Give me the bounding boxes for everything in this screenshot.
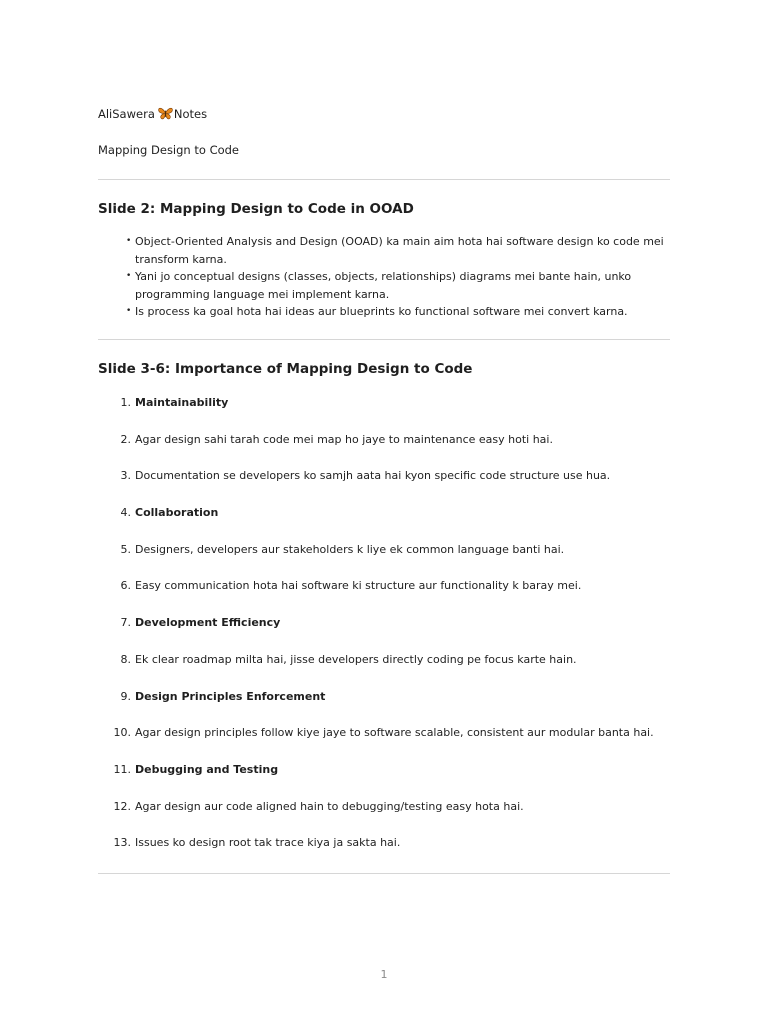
list-number: 10. [113,726,131,740]
brand-notes-label: Notes [173,107,208,121]
list-number: 5. [120,542,131,556]
list-item-text: Easy communication hota hai software ki structure aur functionality k baray mei. [135,579,582,593]
brand-name: AliSawera [98,107,155,121]
list-number: 3. [120,469,131,483]
list-item [98,541,670,578]
butterfly-icon [158,107,173,124]
list-number: 11. [113,762,131,776]
list-item-text: Agar design sahi tarah code mei map ho jaye to maintenance easy hoti hai. [135,432,553,446]
bullet-item: • Object-Oriented Analysis and Design (OOAD) ka main aim hota hai software design ko code mei transform karna. [126,233,670,268]
brand-line [98,106,207,124]
list-item [98,394,670,431]
list-number: 8. [120,652,131,666]
list-item-text: Agar design principles follow kiye jaye to software scalable, consistent aur modular banta hai. [135,726,654,740]
slide-2-bullet-list [126,233,670,321]
list-item-text: Issues ko design root tak trace kiya ja sakta hai. [135,836,401,850]
list-item [98,761,670,798]
list-number: 4. [120,506,131,520]
list-item-title: Design Principles Enforcement [135,689,326,703]
list-item-text: Ek clear roadmap milta hai, jisse developers directly coding pe focus karte hain. [135,652,577,666]
divider [98,873,670,874]
list-item [98,614,670,651]
list-number: 2. [120,432,131,446]
list-item-title: Maintainability [135,396,229,409]
bullet-item: • Is process ka goal hota hai ideas aur blueprints ko functional software mei convert karna. [126,303,670,321]
list-number: 7. [120,616,131,630]
importance-list [98,394,670,871]
page-number: 1 [380,968,388,981]
list-item [98,688,670,725]
list-item-title: Development Efficiency [135,616,281,630]
list-item [98,834,670,871]
list-number: 1. [120,396,131,409]
divider [98,179,670,180]
list-item-title: Collaboration [135,506,219,520]
list-item [98,724,670,761]
list-number: 12. [113,799,131,813]
list-number: 6. [120,579,131,593]
list-number: 13. [113,836,131,850]
list-item [98,798,670,835]
list-item-title: Debugging and Testing [135,762,279,776]
slide-2-heading: Slide 2: Mapping Design to Code in OOAD [98,201,414,217]
list-number: 9. [120,689,131,703]
list-item [98,504,670,541]
list-item [98,467,670,504]
divider [98,339,670,340]
list-item-text: Agar design aur code aligned hain to debugging/testing easy hota hai. [135,799,524,813]
list-item-text: Documentation se developers ko samjh aata hai kyon specific code structure use hua. [135,469,611,483]
slide-3-6-heading: Slide 3-6: Importance of Mapping Design to Code [98,361,473,377]
document-subtitle: Mapping Design to Code [98,143,240,157]
list-item-text: Designers, developers aur stakeholders k liye ek common language banti hai. [135,542,565,556]
bullet-item: • Yani jo conceptual designs (classes, objects, relationships) diagrams mei bante hain, unko programming language mei implement karna. [126,268,670,303]
list-item [98,577,670,614]
list-item [98,651,670,688]
list-item [98,431,670,468]
